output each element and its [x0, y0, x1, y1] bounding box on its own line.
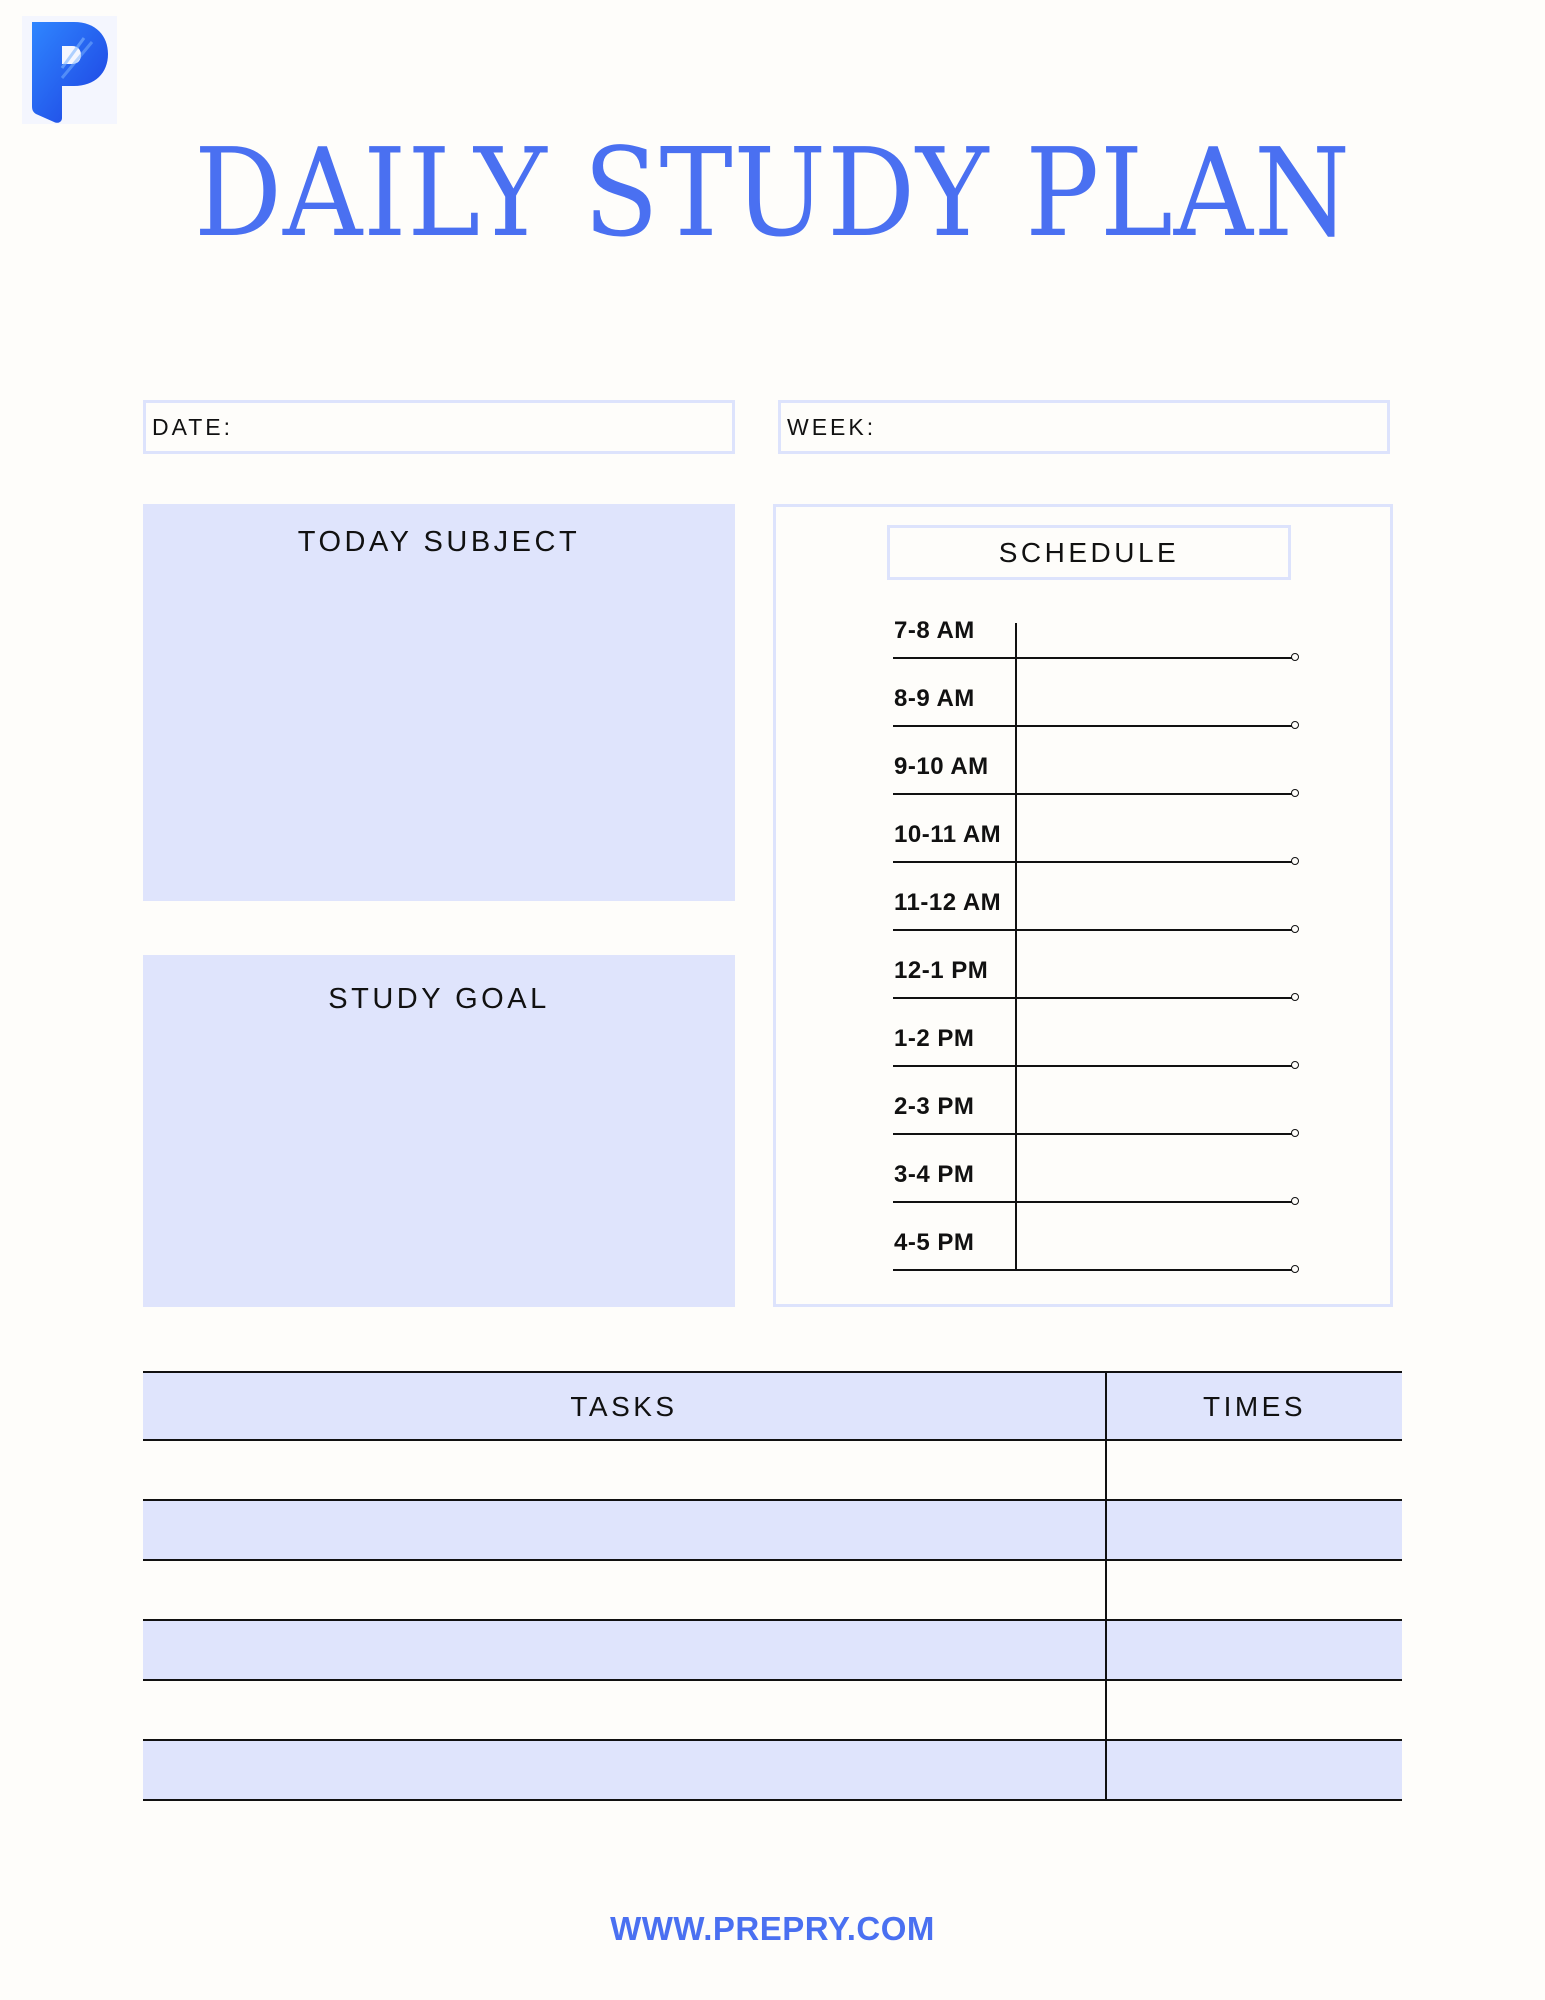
task-row[interactable] — [143, 1620, 1402, 1680]
task-row[interactable] — [143, 1560, 1402, 1620]
table-rule — [143, 1619, 1402, 1621]
task-row[interactable] — [143, 1680, 1402, 1740]
date-field[interactable] — [143, 400, 735, 454]
schedule-slot-label: 8-9 AM — [894, 685, 975, 712]
schedule-slot-label: 9-10 AM — [894, 753, 989, 780]
schedule-slot-line[interactable] — [893, 997, 1293, 999]
today-subject-panel[interactable] — [143, 504, 735, 901]
table-rule — [143, 1739, 1402, 1741]
schedule-slot-dot-icon — [1291, 925, 1299, 933]
schedule-slot-label: 3-4 PM — [894, 1161, 975, 1188]
table-rule — [143, 1679, 1402, 1681]
schedule-slot-line[interactable] — [893, 1201, 1293, 1203]
tasks-header: TASKS — [570, 1391, 678, 1422]
times-header: TIMES — [1202, 1391, 1307, 1422]
page-title: DAILY STUDY PLAN — [194, 122, 1351, 264]
table-rule — [143, 1559, 1402, 1561]
schedule-slot-dot-icon — [1291, 857, 1299, 865]
schedule-slot-dot-icon — [1291, 653, 1299, 661]
schedule-divider — [1015, 623, 1017, 1270]
week-label: WEEK: — [787, 414, 877, 440]
schedule-slot-line[interactable] — [893, 793, 1293, 795]
schedule-slot-label: 10-11 AM — [894, 821, 1002, 848]
schedule-slot-dot-icon — [1291, 993, 1299, 1001]
prepry-logo-icon — [22, 16, 117, 124]
schedule-slot-dot-icon — [1291, 1197, 1299, 1205]
schedule-slot-line[interactable] — [893, 657, 1293, 659]
study-goal-title: STUDY GOAL — [328, 983, 550, 1015]
footer-url[interactable]: WWW.PREPRY.COM — [610, 1910, 935, 1947]
schedule-slot-dot-icon — [1291, 1061, 1299, 1069]
schedule-slot-label: 11-12 AM — [894, 889, 1002, 916]
schedule-slot-line[interactable] — [893, 1133, 1293, 1135]
schedule-slot-dot-icon — [1291, 1265, 1299, 1273]
today-subject-title: TODAY SUBJECT — [297, 526, 581, 558]
schedule-panel — [773, 504, 1393, 1307]
schedule-slot-label: 1-2 PM — [894, 1025, 975, 1052]
schedule-slot-dot-icon — [1291, 1129, 1299, 1137]
study-goal-panel[interactable] — [143, 955, 735, 1307]
table-rule — [143, 1371, 1402, 1373]
task-row[interactable] — [143, 1440, 1402, 1500]
table-rule — [143, 1499, 1402, 1501]
schedule-slot-label: 2-3 PM — [894, 1093, 975, 1120]
schedule-slot-dot-icon — [1291, 789, 1299, 797]
table-rule — [143, 1799, 1402, 1801]
schedule-slot-label: 4-5 PM — [894, 1229, 975, 1256]
schedule-slot-label: 7-8 AM — [894, 617, 975, 644]
schedule-slot-label: 12-1 PM — [894, 957, 989, 984]
schedule-title: SCHEDULE — [887, 525, 1291, 580]
schedule-slot-dot-icon — [1291, 721, 1299, 729]
schedule-slot-line[interactable] — [893, 1269, 1293, 1271]
schedule-slot-line[interactable] — [893, 1065, 1293, 1067]
date-label: DATE: — [152, 414, 234, 440]
tasks-column-divider — [1105, 1372, 1107, 1800]
schedule-slot-line[interactable] — [893, 725, 1293, 727]
week-field[interactable] — [778, 400, 1390, 454]
task-row[interactable] — [143, 1740, 1402, 1800]
task-row[interactable] — [143, 1500, 1402, 1560]
table-rule — [143, 1439, 1402, 1441]
schedule-slot-line[interactable] — [893, 929, 1293, 931]
schedule-slot-line[interactable] — [893, 861, 1293, 863]
